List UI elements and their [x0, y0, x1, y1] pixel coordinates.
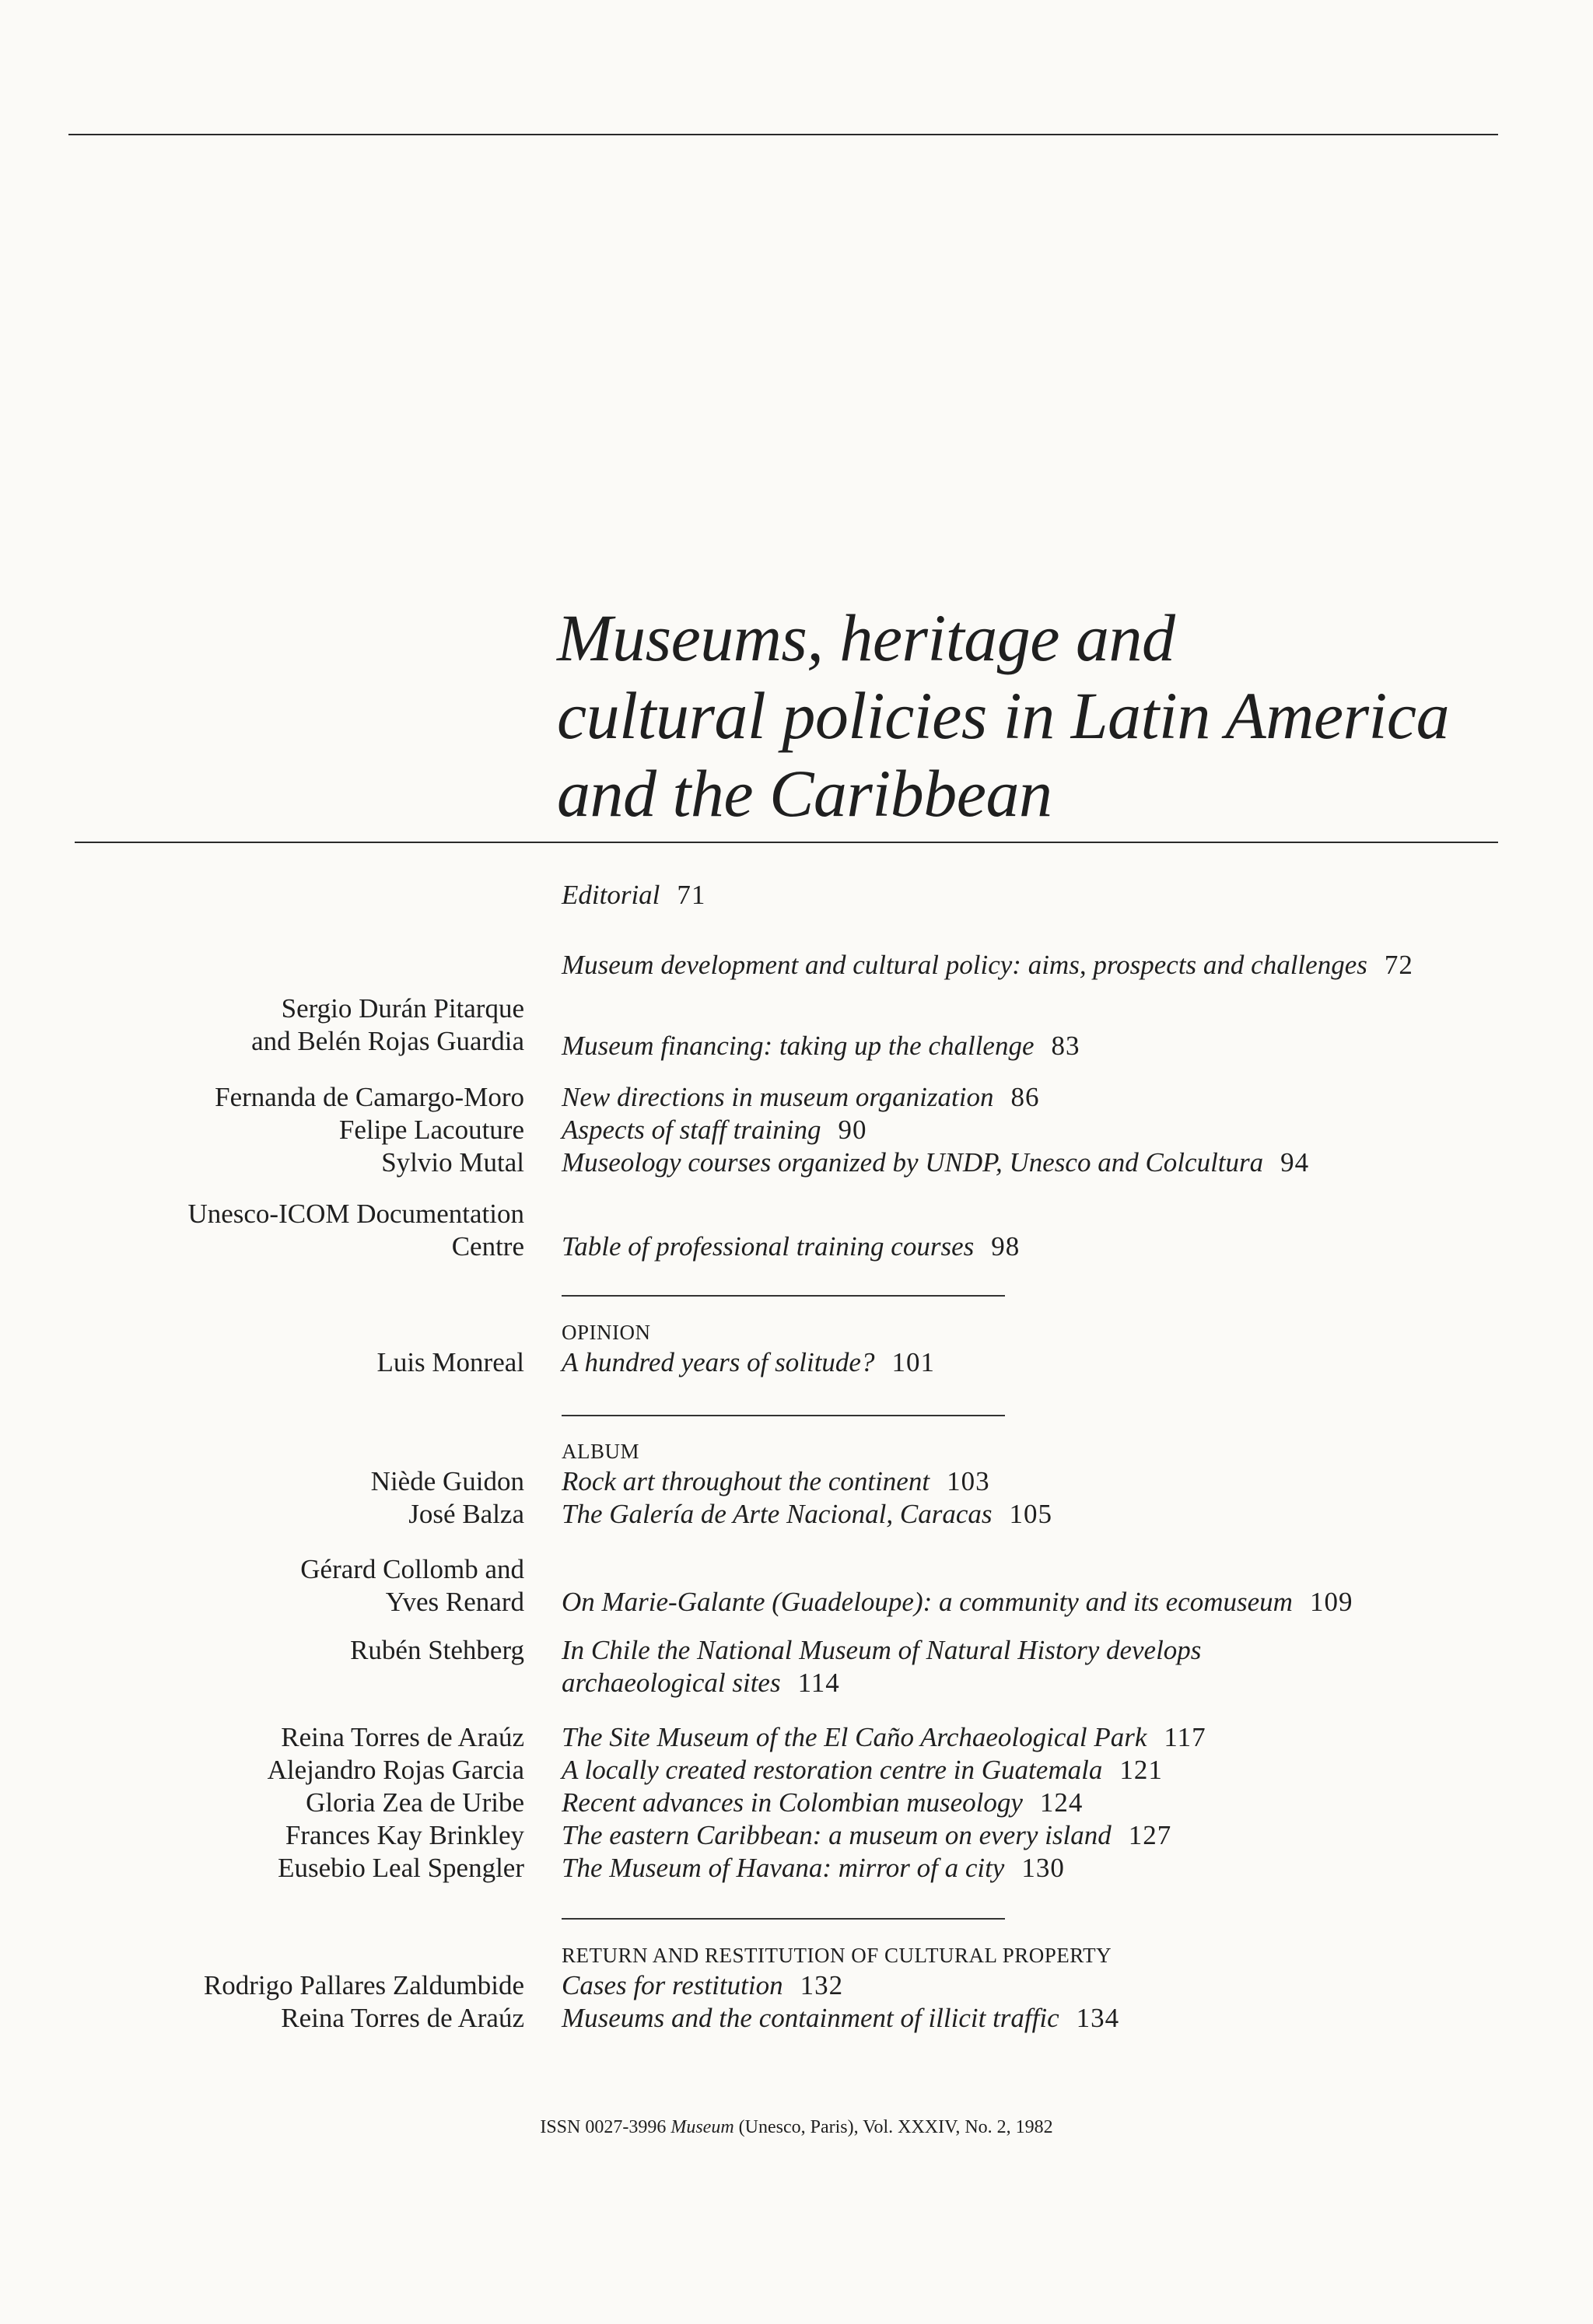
author-line: Gérard Collomb and — [300, 1554, 524, 1584]
toc-page: 72 — [1384, 950, 1413, 980]
toc-page: 117 — [1164, 1722, 1206, 1752]
toc-entry[interactable] — [562, 1969, 843, 2002]
toc-title: Editorial — [562, 880, 660, 910]
toc-page: 105 — [1009, 1499, 1052, 1529]
toc-title: Cases for restitution — [562, 1970, 783, 2000]
author-name: Reina Torres de Araúz — [281, 2003, 524, 2033]
journal-name: Museum — [670, 2117, 734, 2137]
toc-entry[interactable] — [562, 1498, 1052, 1531]
author-line: Unesco-ICOM Documentation — [187, 1199, 524, 1229]
issue-title — [557, 599, 1449, 832]
toc-title: New directions in museum organization — [562, 1082, 994, 1112]
author-name: Frances Kay Brinkley — [285, 1820, 524, 1850]
toc-page: 103 — [947, 1466, 990, 1496]
author-name: Luis Monreal — [376, 1347, 524, 1377]
author-name: Fernanda de Camargo-Moro — [215, 1082, 524, 1112]
toc-entry[interactable] — [562, 1634, 1201, 1699]
toc-title: The Site Museum of the El Caño Archaeological Park — [562, 1722, 1147, 1752]
toc-title: The Galería de Arte Nacional, Caracas — [562, 1499, 993, 1529]
issue-details: (Unesco, Paris), Vol. XXXIV, No. 2, 1982 — [738, 2117, 1053, 2137]
toc-entry[interactable] — [562, 1819, 1171, 1852]
toc-page: 71 — [677, 880, 706, 910]
top-rule — [68, 134, 1498, 135]
author-name — [300, 1553, 524, 1619]
toc-title: On Marie-Galante (Guadeloupe): a community and its ecomuseum — [562, 1587, 1293, 1617]
toc-title: Museums and the containment of illicit traffic — [562, 2003, 1059, 2033]
toc-entry[interactable] — [562, 1721, 1206, 1754]
title-line-2: cultural policies in Latin America — [557, 678, 1450, 753]
toc-entry[interactable] — [562, 1787, 1083, 1819]
toc-page: 132 — [800, 1970, 844, 2000]
author-name: Rodrigo Pallares Zaldumbide — [203, 1970, 524, 2000]
toc-entry[interactable] — [562, 1465, 990, 1498]
toc-entry[interactable] — [562, 1081, 1039, 1114]
author-name: Reina Torres de Araúz — [281, 1722, 524, 1752]
issn-footer — [0, 2116, 1593, 2139]
toc-entry[interactable] — [562, 949, 1413, 982]
toc-page: 98 — [991, 1231, 1021, 1262]
toc-page: 90 — [838, 1115, 867, 1145]
author-name: Felipe Lacouture — [338, 1115, 524, 1145]
author-name: Gloria Zea de Uribe — [306, 1787, 524, 1818]
toc-title: Museum development and cultural policy: aims, prospects and challenges — [562, 950, 1367, 980]
author-line: Sergio Durán Pitarque — [281, 993, 524, 1024]
title-line-3: and the Caribbean — [557, 756, 1052, 831]
author-name: José Balza — [408, 1499, 524, 1529]
toc-page: 124 — [1039, 1787, 1084, 1818]
issn-number: ISSN 0027-3996 — [540, 2117, 667, 2137]
toc-title: A hundred years of solitude? — [562, 1347, 875, 1377]
section-heading-return: RETURN AND RESTITUTION OF CULTURAL PROPERTY — [562, 1944, 1112, 1967]
toc-page: 130 — [1021, 1853, 1065, 1883]
toc-entry[interactable] — [562, 2002, 1119, 2035]
author-line: Yves Renard — [385, 1587, 524, 1617]
toc-title: A locally created restoration centre in Guatemala — [562, 1755, 1103, 1785]
author-name: Rubén Stehberg — [350, 1635, 524, 1665]
author-name: Niède Guidon — [370, 1466, 524, 1496]
toc-page: 101 — [891, 1347, 935, 1377]
author-line: Centre — [451, 1231, 524, 1262]
toc-entry[interactable] — [562, 1230, 1020, 1263]
toc-title: The Museum of Havana: mirror of a city — [562, 1853, 1005, 1883]
toc-title: Rock art throughout the continent — [562, 1466, 930, 1496]
author-name: Alejandro Rojas Garcia — [267, 1755, 524, 1785]
toc-page: 127 — [1128, 1820, 1172, 1850]
toc-page: 121 — [1119, 1755, 1163, 1785]
toc-page: 114 — [797, 1668, 840, 1698]
title-rule — [75, 842, 1498, 843]
section-divider — [562, 1415, 1005, 1416]
section-heading-album: ALBUM — [562, 1440, 640, 1463]
toc-title: The eastern Caribbean: a museum on every island — [562, 1820, 1112, 1850]
toc-title: Table of professional training courses — [562, 1231, 975, 1262]
section-heading-opinion: OPINION — [562, 1321, 651, 1344]
toc-title: In Chile the National Museum of Natural History develops — [562, 1635, 1202, 1665]
toc-title: Museology courses organized by UNDP, Unesco and Colcultura — [562, 1147, 1264, 1178]
toc-entry[interactable] — [562, 1030, 1080, 1062]
toc-entry-editorial[interactable] — [562, 879, 705, 912]
author-line: and Belén Rojas Guardia — [251, 1026, 524, 1056]
toc-page: 94 — [1280, 1147, 1310, 1178]
author-name: Sylvio Mutal — [381, 1147, 524, 1178]
toc-entry[interactable] — [562, 1114, 867, 1146]
toc-title-continued: archaeological sites — [562, 1668, 781, 1698]
toc-title: Aspects of staff training — [562, 1115, 821, 1145]
toc-page: 86 — [1010, 1082, 1040, 1112]
author-name: Eusebio Leal Spengler — [278, 1853, 524, 1883]
author-name — [251, 992, 524, 1058]
toc-entry[interactable] — [562, 1146, 1309, 1179]
toc-page: 109 — [1309, 1587, 1353, 1617]
toc-title: Recent advances in Colombian museology — [562, 1787, 1023, 1818]
toc-page: 83 — [1051, 1031, 1080, 1061]
section-divider — [562, 1295, 1005, 1297]
toc-entry[interactable] — [562, 1346, 935, 1379]
section-divider — [562, 1918, 1005, 1920]
toc-entry[interactable] — [562, 1586, 1353, 1619]
toc-entry[interactable] — [562, 1754, 1163, 1787]
toc-entry[interactable] — [562, 1852, 1065, 1885]
title-line-1: Museums, heritage and — [557, 600, 1175, 675]
author-name — [187, 1198, 524, 1263]
toc-title: Museum financing: taking up the challenge — [562, 1031, 1035, 1061]
toc-page: 134 — [1076, 2003, 1120, 2033]
